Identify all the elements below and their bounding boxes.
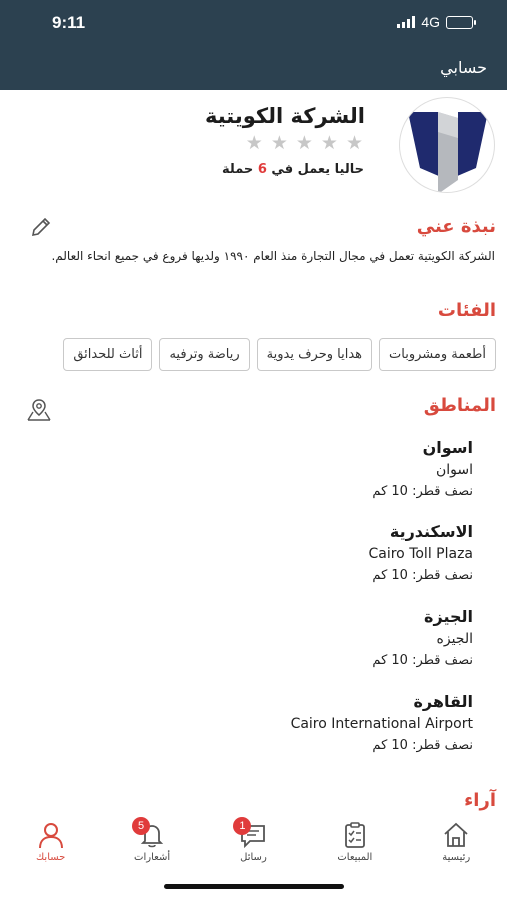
nav-messages[interactable] (208, 820, 298, 863)
star-icon: ★ (270, 132, 288, 154)
clipboard-icon (340, 820, 370, 850)
region-radius: نصف قطر: 10 كم (372, 568, 473, 583)
working-status (222, 162, 364, 177)
star-icon: ★ (245, 132, 263, 154)
category-chip[interactable]: رياضة وترفيه (159, 338, 249, 371)
user-icon (36, 820, 66, 850)
about-title: نبذة عني (416, 216, 496, 237)
category-chip[interactable]: أثاث للحدائق (63, 338, 152, 371)
region-item (372, 607, 473, 668)
nav-home-label: رئيسية (442, 852, 471, 863)
nav-account-label: حسابك (36, 852, 66, 863)
region-address: Cairo Toll Plaza (368, 546, 473, 562)
nav-notifications-label: أشعارات (134, 852, 171, 863)
star-icon: ★ (320, 132, 338, 154)
categories-title: الفئات (437, 300, 496, 321)
nav-messages-label: رسائل (240, 852, 267, 863)
battery-icon (446, 16, 473, 29)
categories-list (63, 338, 496, 371)
map-pin-icon[interactable] (26, 398, 52, 422)
region-address: اسوان (435, 462, 473, 478)
signal-icon (397, 16, 415, 28)
edit-pencil-icon[interactable] (30, 216, 52, 238)
region-name: الجيزة (424, 607, 473, 626)
nav-sales-label: المبيعات (337, 852, 373, 863)
status-icons (397, 14, 473, 30)
region-item (291, 692, 473, 753)
region-radius: نصف قطر: 10 كم (372, 653, 473, 668)
nav-sales[interactable] (310, 820, 400, 863)
network-label: 4G (421, 14, 440, 30)
categories-scroller[interactable] (0, 330, 507, 380)
notifications-badge: 5 (132, 817, 150, 835)
category-chip[interactable]: أطعمة ومشروبات (379, 338, 496, 371)
nav-home[interactable] (411, 820, 501, 863)
home-icon (441, 820, 471, 850)
star-icon: ★ (345, 132, 363, 154)
rating-stars (246, 134, 363, 153)
star-icon: ★ (295, 132, 313, 154)
working-count: 6 (257, 162, 267, 177)
reviews-title: آراء (464, 790, 496, 811)
home-indicator (164, 884, 344, 889)
nav-notifications[interactable] (107, 820, 197, 863)
region-name: الاسكندرية (389, 522, 473, 541)
region-item (368, 522, 473, 583)
region-radius: نصف قطر: 10 كم (372, 484, 473, 499)
region-name: اسوان (422, 438, 473, 457)
region-address: الجيزه (436, 631, 473, 647)
region-name: القاهرة (413, 692, 473, 711)
nav-account[interactable] (6, 820, 96, 863)
company-name: الشركة الكويتية (204, 104, 365, 128)
bottom-nav (0, 812, 507, 872)
app-header (0, 0, 507, 90)
region-item (372, 438, 473, 499)
page-title: حسابي (440, 58, 487, 77)
about-text: الشركة الكويتية تعمل في مجال التجارة منذ العام ١٩٩٠ ولديها فروع في جميع انحاء العالم. (51, 249, 495, 263)
working-suffix: حملة (222, 162, 254, 177)
company-logo (399, 97, 495, 193)
category-chip[interactable]: هدايا وحرف يدوية (257, 338, 372, 371)
regions-title: المناطق (423, 395, 496, 416)
region-address: Cairo International Airport (290, 716, 473, 732)
region-radius: نصف قطر: 10 كم (372, 738, 473, 753)
working-prefix: حاليا يعمل في (271, 162, 364, 177)
messages-badge: 1 (233, 817, 251, 835)
status-time: 9:11 (52, 13, 86, 32)
